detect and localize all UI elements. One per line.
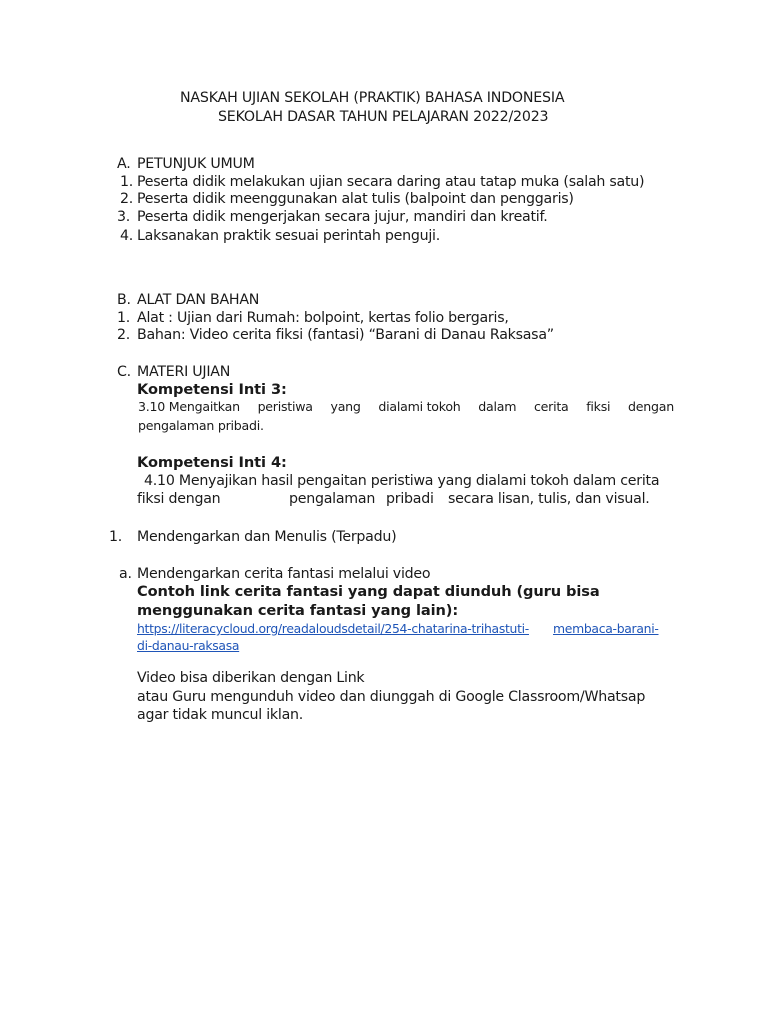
ki3-heading: Kompetensi Inti 3: <box>137 381 287 398</box>
ki3-word: yang <box>330 399 361 414</box>
section-b-marker: B. <box>117 292 131 308</box>
ki3-word: fiksi <box>586 399 611 414</box>
task-1-number: 1. <box>109 529 123 545</box>
section-a-item-3-text: Peserta didik mengerjakan secara jujur, mandiri dan kreatif. <box>137 209 548 225</box>
section-a-item-4-number: 4. <box>120 228 134 244</box>
ki4-line-1: 4.10 Menyajikan hasil pengaitan peristiwa yang dialami tokoh dalam cerita <box>144 473 660 489</box>
ki4-part: fiksi dengan <box>137 491 221 507</box>
task-a-marker: a. <box>119 566 132 582</box>
ki3-line-1 <box>138 398 674 415</box>
task-a-text: Mendengarkan cerita fantasi melalui video <box>137 566 431 582</box>
ki4-part: pribadi <box>386 491 434 507</box>
section-a-item-2-number: 2. <box>120 191 134 207</box>
section-b-item-2-number: 2. <box>117 327 131 343</box>
section-a-marker: A. <box>117 156 131 172</box>
example-link-heading-line-2: menggunakan cerita fantasi yang lain): <box>137 602 459 619</box>
section-a-item-3-number: 3. <box>117 209 131 225</box>
example-link-heading-line-1: Contoh link cerita fantasi yang dapat diunduh (guru bisa <box>137 583 600 600</box>
section-a-item-1-text: Peserta didik melakukan ujian secara daring atau tatap muka (salah satu) <box>137 174 645 190</box>
ki3-word: peristiwa <box>257 399 313 414</box>
section-b-item-2-text: Bahan: Video cerita fiksi (fantasi) “Barani di Danau Raksasa” <box>137 327 554 343</box>
section-a-heading: PETUNJUK UMUM <box>137 156 255 172</box>
ki4-part: secara lisan, tulis, dan visual. <box>448 491 650 507</box>
ki3-word: 3.10 Mengaitkan <box>138 399 240 414</box>
section-a-item-1-number: 1. <box>120 174 134 190</box>
section-b-item-1-number: 1. <box>117 310 131 326</box>
ki3-line-2: pengalaman pribadi. <box>138 418 264 433</box>
story-video-link[interactable]: https://literacycloud.org/readaloudsdetail/254-chatarina-trihastuti- <box>137 621 529 636</box>
ki4-part: pengalaman <box>289 491 376 507</box>
ki3-word: dalam <box>478 399 517 414</box>
ki3-word: dialami tokoh <box>378 399 461 414</box>
story-video-link-end[interactable]: di-danau-raksasa <box>137 638 240 653</box>
ki4-heading: Kompetensi Inti 4: <box>137 454 287 471</box>
title-line-1: NASKAH UJIAN SEKOLAH (PRAKTIK) BAHASA INDONESIA <box>180 90 565 106</box>
note-line-1: Video bisa diberikan dengan Link <box>137 670 365 686</box>
note-line-3: agar tidak muncul iklan. <box>137 707 304 723</box>
section-b-item-1-text: Alat : Ujian dari Rumah: bolpoint, kertas folio bergaris, <box>137 310 509 326</box>
note-line-2: atau Guru mengunduh video dan diunggah di Google Classroom/Whatsap <box>137 689 646 705</box>
story-video-link-continued[interactable]: membaca-barani- <box>553 621 659 636</box>
title-line-2: SEKOLAH DASAR TAHUN PELAJARAN 2022/2023 <box>218 109 549 125</box>
task-1-text: Mendengarkan dan Menulis (Terpadu) <box>137 529 397 545</box>
section-c-marker: C. <box>117 364 131 380</box>
section-a-item-4-text: Laksanakan praktik sesuai perintah penguji. <box>137 228 441 244</box>
section-c-heading: MATERI UJIAN <box>137 364 231 380</box>
section-b-heading: ALAT DAN BAHAN <box>137 292 260 308</box>
ki3-word: cerita <box>533 399 569 414</box>
ki3-word: dengan <box>628 399 674 414</box>
section-a-item-2-text: Peserta didik meenggunakan alat tulis (balpoint dan penggaris) <box>137 191 574 207</box>
